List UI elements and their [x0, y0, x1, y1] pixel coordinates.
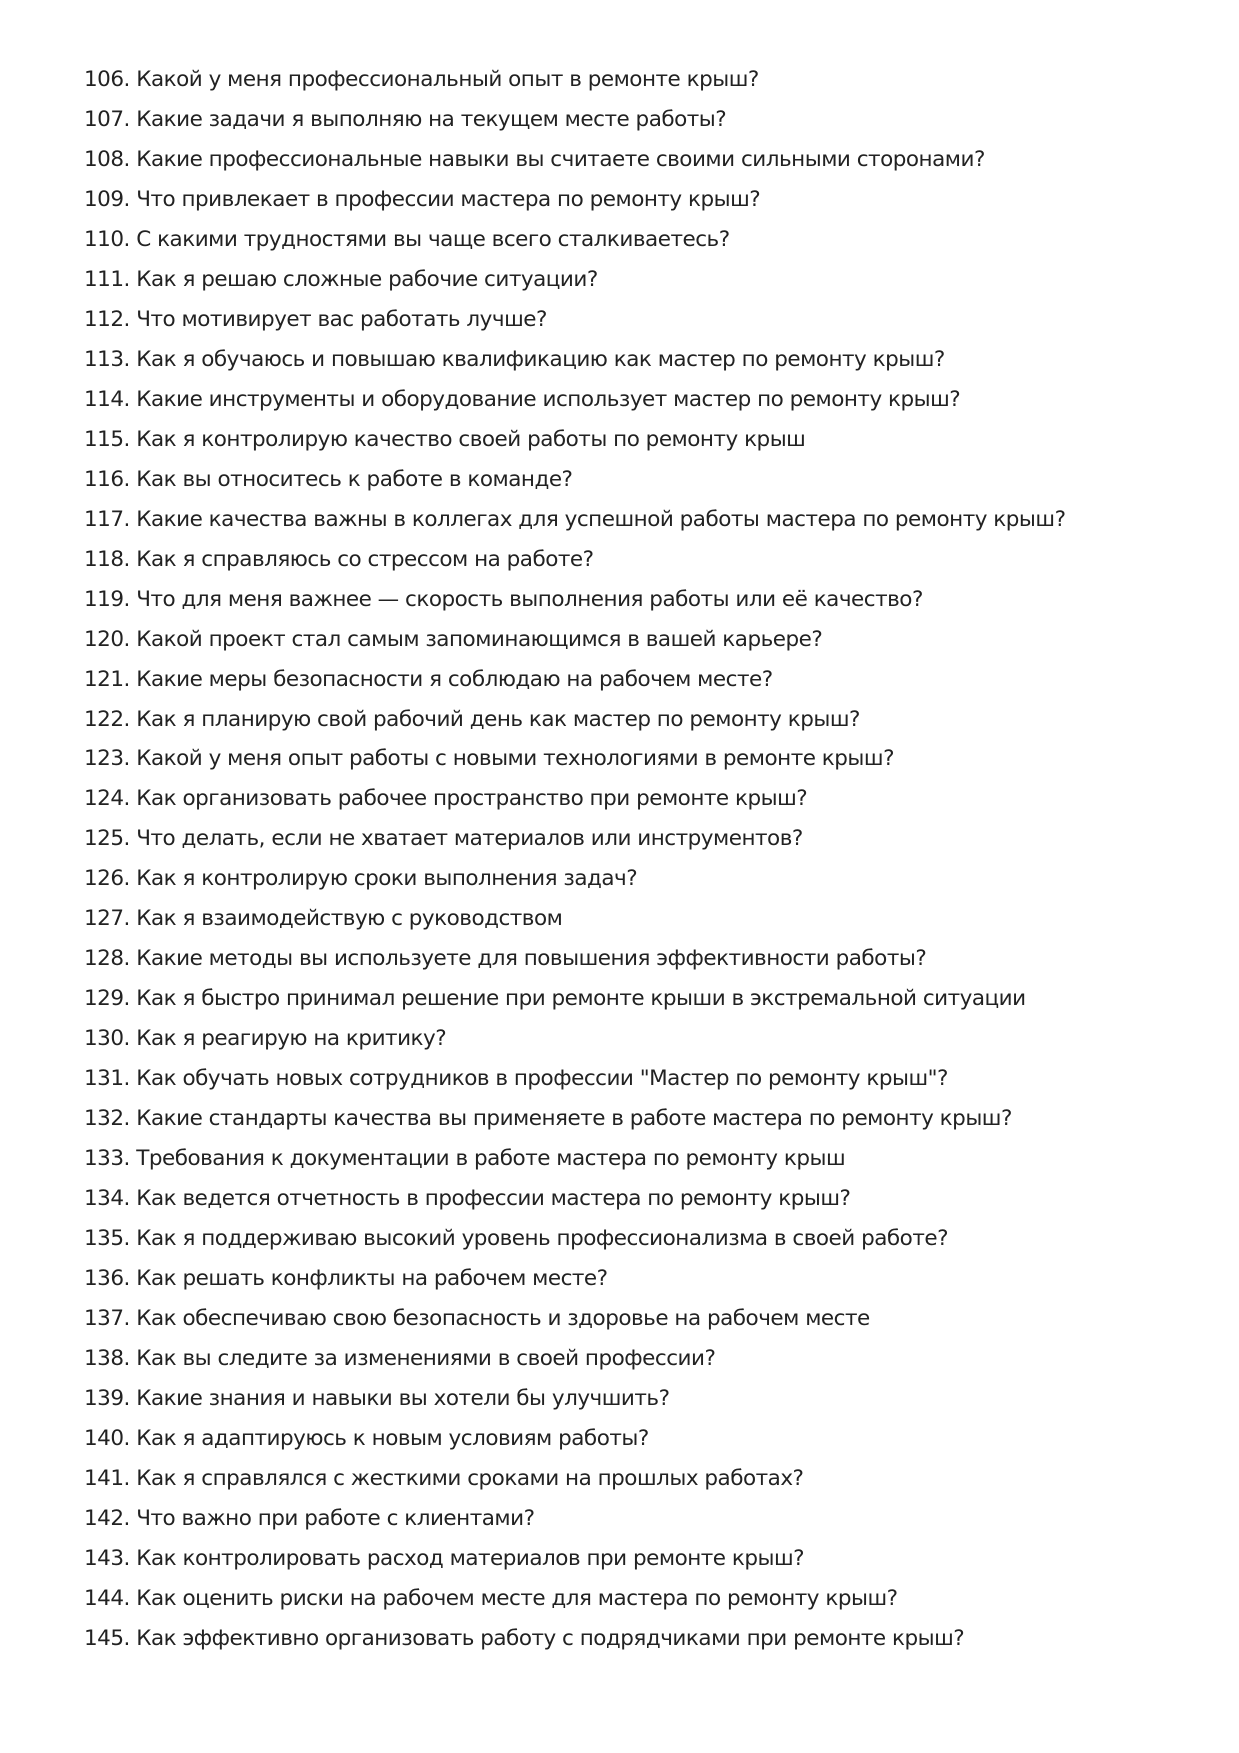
question-item: [84, 779, 1204, 819]
question-text: С какими трудностями вы чаще всего сталкиваетесь?: [136, 226, 730, 252]
question-number: 109.: [84, 186, 130, 212]
question-item: [84, 260, 1204, 300]
question-text: Что привлекает в профессии мастера по ремонту крыш?: [136, 186, 761, 212]
question-item: [84, 939, 1204, 979]
question-item: [84, 1339, 1204, 1379]
question-number: 137.: [84, 1306, 130, 1332]
question-number: 121.: [84, 666, 130, 692]
question-item: [84, 1179, 1204, 1219]
question-text: Как я планирую свой рабочий день как мастер по ремонту крыш?: [136, 706, 860, 732]
question-item: [84, 1219, 1204, 1259]
question-item: [84, 660, 1204, 700]
question-number: 141.: [84, 1465, 130, 1491]
question-number: 134.: [84, 1186, 130, 1212]
question-item: [84, 380, 1204, 420]
question-item: [84, 1459, 1204, 1499]
question-item: [84, 1539, 1204, 1579]
question-text: Какие знания и навыки вы хотели бы улучшить?: [136, 1385, 670, 1411]
question-number: 129.: [84, 986, 130, 1012]
question-text: Как я быстро принимал решение при ремонте крыши в экстремальной ситуации: [136, 986, 1026, 1012]
question-number: 112.: [84, 306, 130, 332]
question-number: 124.: [84, 786, 130, 812]
question-number: 136.: [84, 1266, 130, 1292]
question-text: Какие задачи я выполняю на текущем месте работы?: [136, 106, 727, 132]
question-number: 114.: [84, 386, 130, 412]
question-item: [84, 819, 1204, 859]
question-text: Что делать, если не хватает материалов или инструментов?: [136, 826, 803, 852]
question-item: [84, 1499, 1204, 1539]
question-number: 116.: [84, 466, 130, 492]
question-number: 131.: [84, 1066, 130, 1092]
question-text: Как я контролирую качество своей работы по ремонту крыш: [136, 426, 806, 452]
question-number: 108.: [84, 146, 130, 172]
question-number: 128.: [84, 946, 130, 972]
question-item: [84, 1099, 1204, 1139]
question-item: [84, 899, 1204, 939]
question-text: Какой у меня опыт работы с новыми технологиями в ремонте крыш?: [136, 746, 894, 772]
question-item: [84, 1579, 1204, 1619]
question-number: 133.: [84, 1146, 130, 1172]
question-text: Как я взаимодействую с руководством: [136, 906, 563, 932]
question-text: Что для меня важнее — скорость выполнения работы или её качество?: [136, 586, 923, 612]
question-text: Как обучать новых сотрудников в профессии "Мастер по ремонту крыш"?: [136, 1066, 948, 1092]
question-text: Что мотивирует вас работать лучше?: [136, 306, 547, 332]
question-item: [84, 1059, 1204, 1099]
question-item: [84, 460, 1204, 500]
question-text: Какой у меня профессиональный опыт в ремонте крыш?: [136, 67, 759, 92]
question-text: Какой проект стал самым запоминающимся в вашей карьере?: [136, 626, 823, 652]
question-text: Как вы следите за изменениями в своей профессии?: [136, 1346, 716, 1371]
question-text: Как я справлялся с жесткими сроками на прошлых работах?: [136, 1465, 804, 1491]
question-text: Как организовать рабочее пространство при ремонте крыш?: [136, 786, 808, 812]
question-item: [84, 1619, 1204, 1659]
question-item: [84, 500, 1204, 540]
question-text: Как я контролирую сроки выполнения задач?: [136, 866, 638, 892]
question-number: 145.: [84, 1625, 130, 1651]
question-number: 126.: [84, 866, 130, 892]
question-number: 142.: [84, 1505, 130, 1531]
question-item: [84, 979, 1204, 1019]
question-number: 123.: [84, 746, 130, 772]
question-text: Какие профессиональные навыки вы считаете своими сильными сторонами?: [136, 146, 985, 172]
question-number: 144.: [84, 1585, 130, 1611]
question-number: 138.: [84, 1346, 130, 1371]
question-number: 119.: [84, 586, 130, 612]
question-number: 122.: [84, 706, 130, 732]
question-number: 127.: [84, 906, 130, 932]
question-number: 130.: [84, 1026, 130, 1052]
question-number: 117.: [84, 506, 130, 532]
question-text: Какие стандарты качества вы применяете в работе мастера по ремонту крыш?: [136, 1106, 1012, 1132]
question-item: [84, 700, 1204, 740]
question-item: [84, 340, 1204, 380]
question-number: 132.: [84, 1106, 130, 1132]
question-list: [84, 60, 1204, 1659]
question-text: Как оценить риски на рабочем месте для мастера по ремонту крыш?: [136, 1585, 898, 1611]
question-number: 113.: [84, 346, 130, 372]
question-number: 111.: [84, 266, 130, 292]
question-item: [84, 540, 1204, 580]
question-number: 143.: [84, 1545, 130, 1571]
question-number: 110.: [84, 226, 130, 252]
question-text: Требования к документации в работе мастера по ремонту крыш: [136, 1146, 846, 1172]
question-item: [84, 220, 1204, 260]
question-text: Как я справляюсь со стрессом на работе?: [136, 546, 594, 572]
question-text: Что важно при работе с клиентами?: [136, 1505, 535, 1531]
question-item: [84, 60, 1204, 100]
question-number: 118.: [84, 546, 130, 572]
question-item: [84, 580, 1204, 620]
question-text: Как я обучаюсь и повышаю квалификацию как мастер по ремонту крыш?: [136, 346, 945, 372]
question-item: [84, 300, 1204, 340]
question-number: 125.: [84, 826, 130, 852]
question-text: Как я реагирую на критику?: [136, 1026, 447, 1052]
question-number: 140.: [84, 1425, 130, 1451]
question-text: Как я адаптируюсь к новым условиям работы?: [136, 1425, 649, 1451]
question-item: [84, 739, 1204, 779]
question-text: Как контролировать расход материалов при ремонте крыш?: [136, 1545, 805, 1571]
question-item: [84, 859, 1204, 899]
question-number: 139.: [84, 1385, 130, 1411]
question-item: [84, 1139, 1204, 1179]
question-item: [84, 140, 1204, 180]
question-item: [84, 420, 1204, 460]
question-item: [84, 620, 1204, 660]
question-number: 120.: [84, 626, 130, 652]
question-text: Как вы относитесь к работе в команде?: [136, 466, 573, 492]
question-item: [84, 100, 1204, 140]
question-text: Как ведется отчетность в профессии мастера по ремонту крыш?: [136, 1186, 851, 1212]
question-item: [84, 1379, 1204, 1419]
question-number: 107.: [84, 106, 130, 132]
question-item: [84, 1419, 1204, 1459]
question-text: Как решать конфликты на рабочем месте?: [136, 1266, 608, 1292]
question-number: 135.: [84, 1226, 130, 1252]
question-item: [84, 1259, 1204, 1299]
question-text: Как эффективно организовать работу с подрядчиками при ремонте крыш?: [136, 1625, 965, 1651]
question-number: 115.: [84, 426, 130, 452]
question-text: Какие меры безопасности я соблюдаю на рабочем месте?: [136, 666, 773, 692]
question-text: Как обеспечиваю свою безопасность и здоровье на рабочем месте: [136, 1306, 870, 1332]
question-text: Какие качества важны в коллегах для успешной работы мастера по ремонту крыш?: [136, 506, 1066, 532]
question-item: [84, 1019, 1204, 1059]
question-text: Как я решаю сложные рабочие ситуации?: [136, 266, 598, 292]
question-text: Какие инструменты и оборудование использует мастер по ремонту крыш?: [136, 386, 961, 412]
question-text: Какие методы вы используете для повышения эффективности работы?: [136, 946, 927, 972]
question-item: [84, 1299, 1204, 1339]
question-text: Как я поддерживаю высокий уровень профессионализма в своей работе?: [136, 1226, 948, 1252]
question-number: 106.: [84, 67, 130, 92]
question-item: [84, 180, 1204, 220]
